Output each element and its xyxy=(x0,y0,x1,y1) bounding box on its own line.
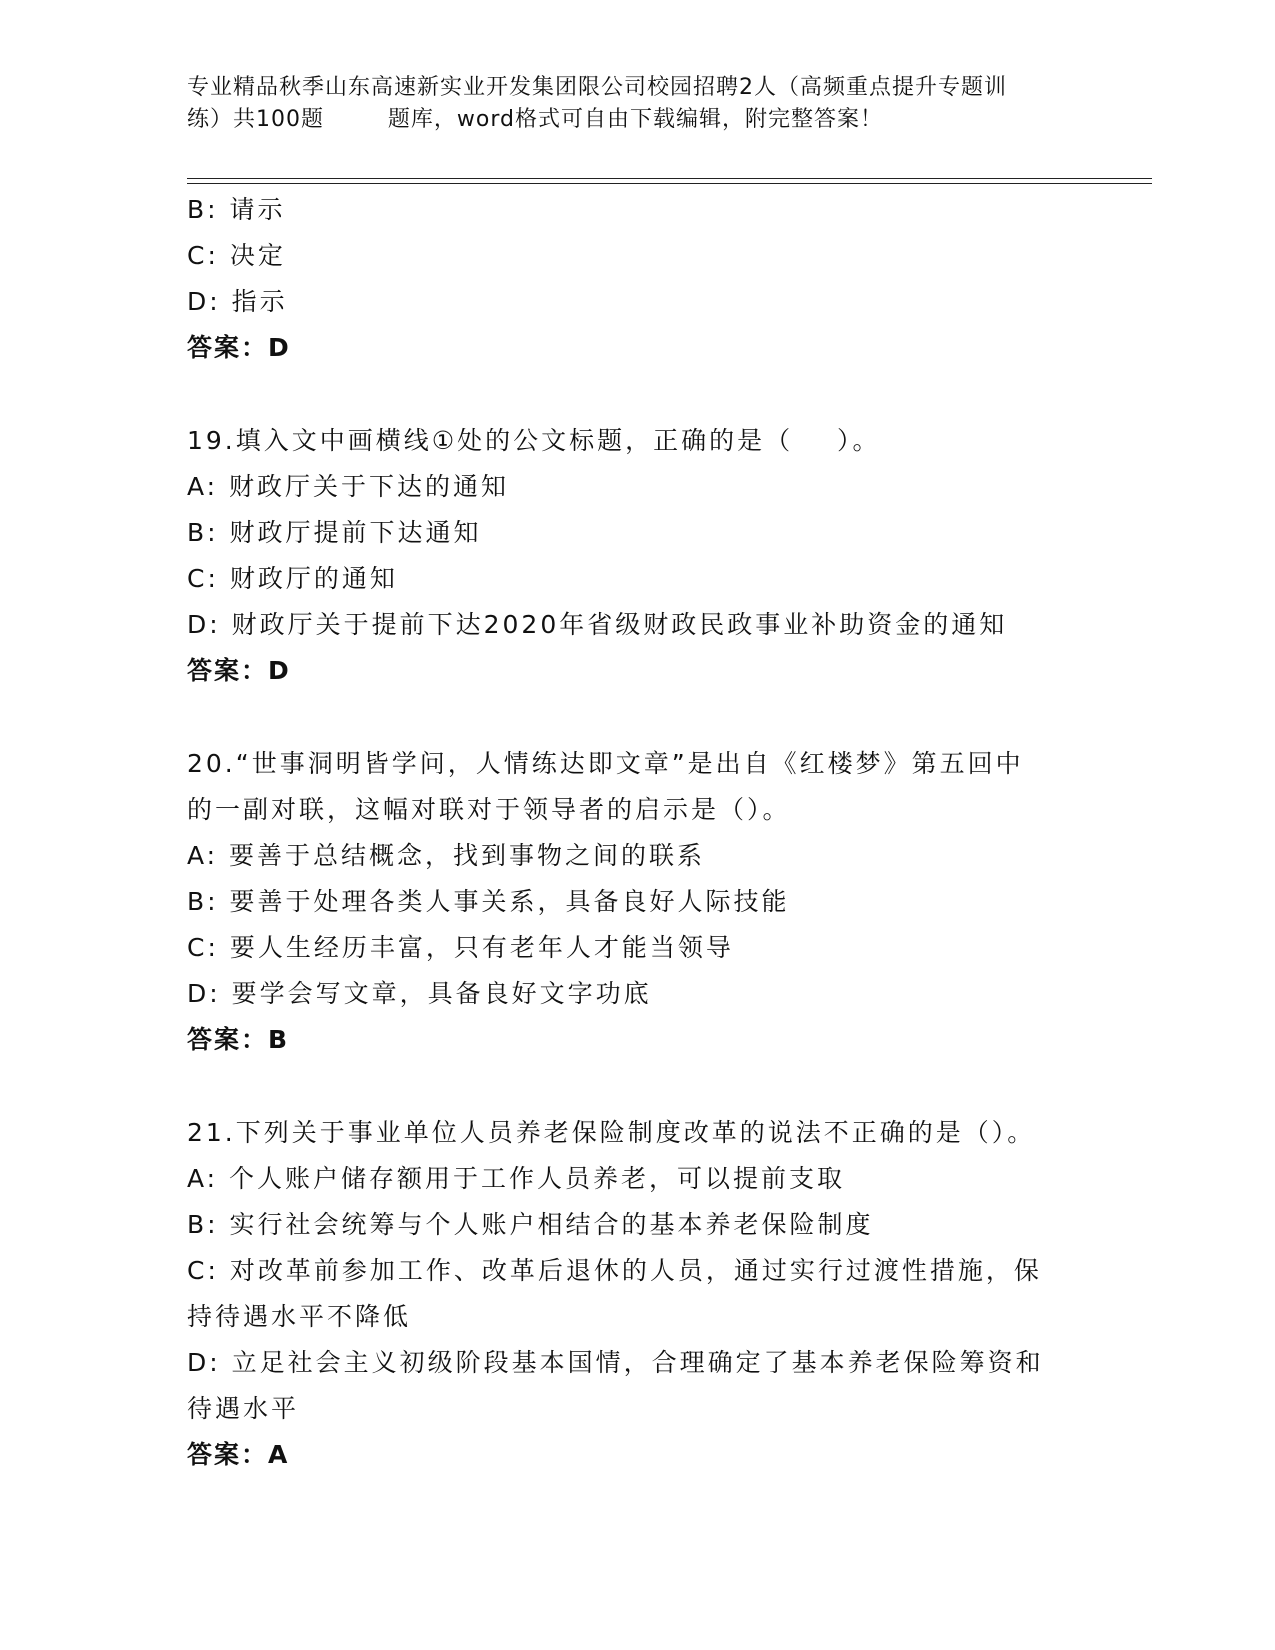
header-line-1: 专业精品秋季山东高速新实业开发集团限公司校园招聘2人（高频重点提升专题训 xyxy=(187,75,1007,100)
answer: 答案：D xyxy=(187,333,291,362)
option-a: A: 要善于总结概念，找到事物之间的联系 xyxy=(187,841,706,870)
question-20 xyxy=(187,741,1087,1063)
option-b: B: 请示 xyxy=(187,195,286,224)
option-c: C: 财政厅的通知 xyxy=(187,564,398,593)
option-d: D: 立足社会主义初级阶段基本国情，合理确定了基本养老保险筹资和待遇水平 xyxy=(187,1348,1044,1423)
question-19 xyxy=(187,418,1087,694)
option-b: B: 财政厅提前下达通知 xyxy=(187,518,482,547)
option-b: B: 要善于处理各类人事关系，具备良好人际技能 xyxy=(187,887,790,916)
document-header xyxy=(187,72,1087,136)
option-d: D: 指示 xyxy=(187,287,288,316)
option-c: C: 要人生经历丰富，只有老年人才能当领导 xyxy=(187,933,734,962)
option-c: C: 对改革前参加工作、改革后退休的人员，通过实行过渡性措施，保持待遇水平不降低 xyxy=(187,1256,1042,1331)
option-d: D: 要学会写文章，具备良好文字功底 xyxy=(187,979,652,1008)
question-stem: 19.填入文中画横线①处的公文标题，正确的是（ ）。 xyxy=(187,426,881,455)
option-a: A: 财政厅关于下达的通知 xyxy=(187,472,510,501)
question-stem: 20.“世事洞明皆学问，人情练达即文章”是出自《红楼梦》第五回中的一副对联，这幅对联对于领导者的启示是（）。 xyxy=(187,749,1024,824)
question-stem: 21.下列关于事业单位人员养老保险制度改革的说法不正确的是（）。 xyxy=(187,1118,1036,1147)
option-a: A: 个人账户储存额用于工作人员养老，可以提前支取 xyxy=(187,1164,846,1193)
option-d: D: 财政厅关于提前下达2020年省级财政民政事业补助资金的通知 xyxy=(187,610,1008,639)
question-18-tail xyxy=(187,187,1087,371)
question-list xyxy=(187,187,1087,1478)
header-divider-bottom xyxy=(187,183,1152,184)
header-divider-top xyxy=(187,178,1152,179)
option-c: C: 决定 xyxy=(187,241,286,270)
answer: 答案：A xyxy=(187,1440,290,1469)
answer: 答案：D xyxy=(187,656,291,685)
option-b: B: 实行社会统筹与个人账户相结合的基本养老保险制度 xyxy=(187,1210,874,1239)
answer: 答案：B xyxy=(187,1025,290,1054)
question-21 xyxy=(187,1110,1087,1478)
header-line-2: 练）共100题 题库，word格式可自由下载编辑，附完整答案！ xyxy=(187,107,884,132)
